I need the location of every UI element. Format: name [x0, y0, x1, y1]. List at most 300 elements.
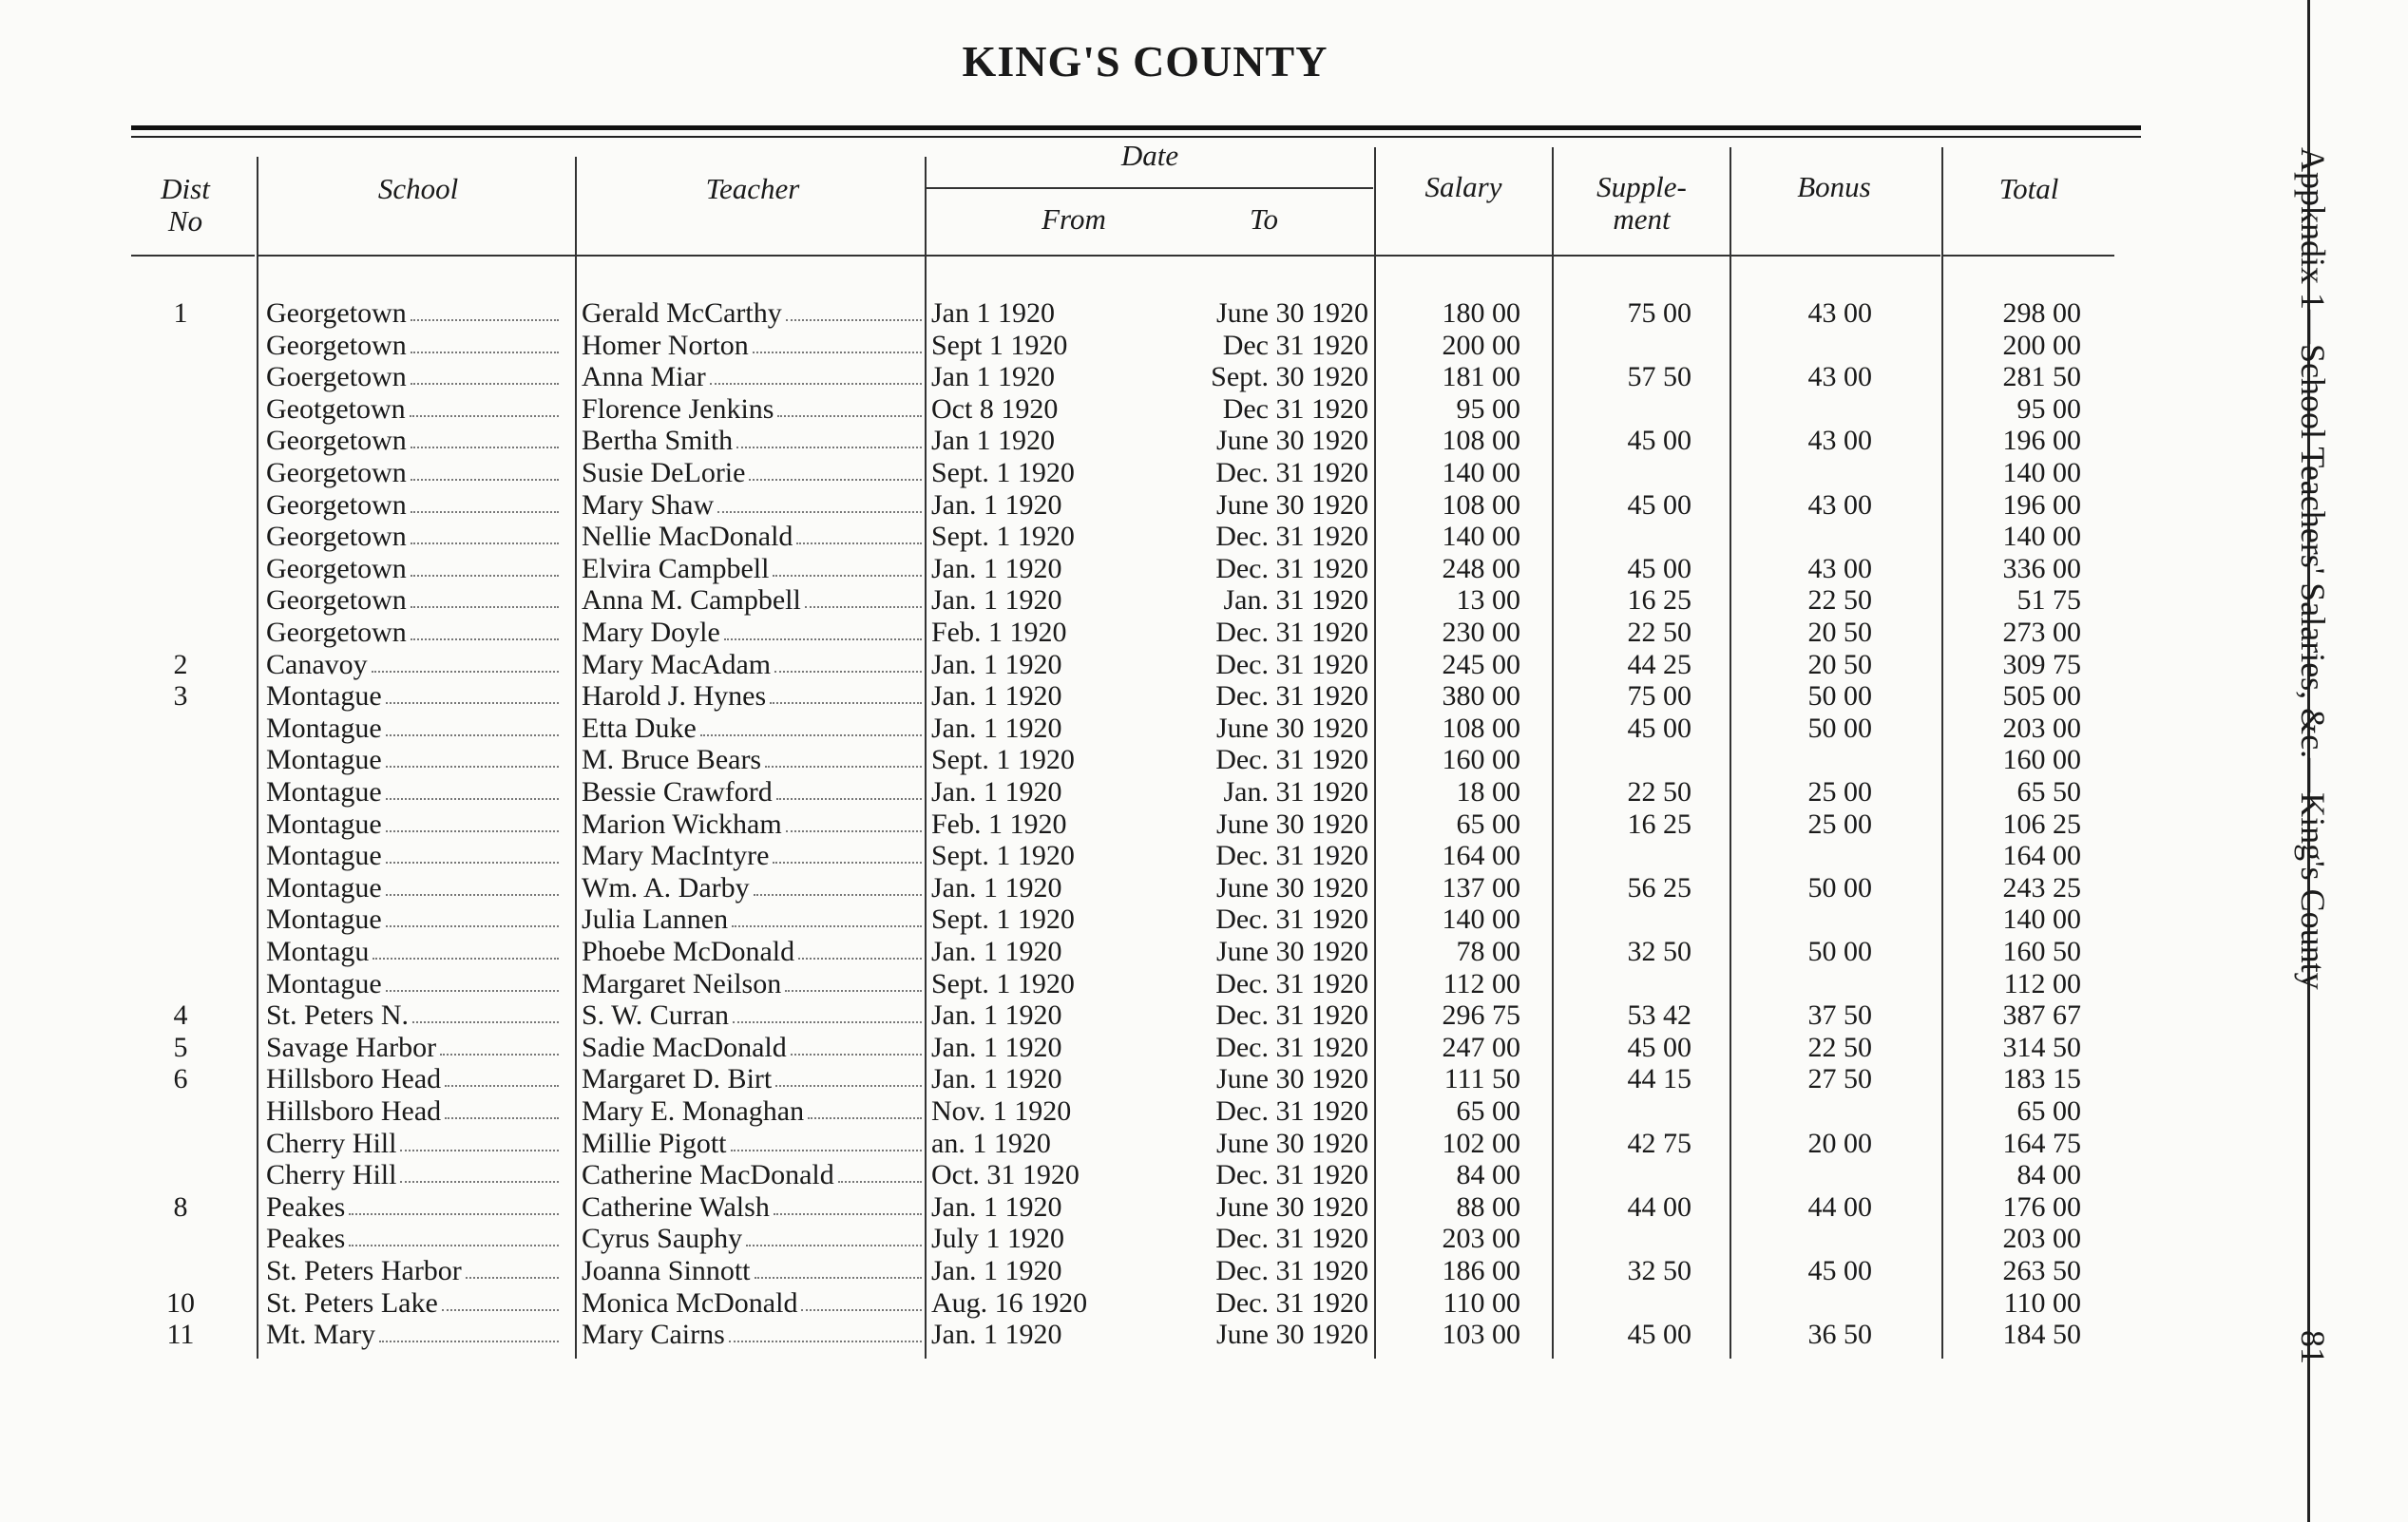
teacher-cell-text: Mary Shaw [582, 488, 715, 521]
total-cell: 160 50 [2002, 936, 2081, 967]
total-cell: 140 00 [2002, 457, 2081, 488]
table-row [0, 936, 2186, 968]
table-row [0, 744, 2186, 776]
school-cell [266, 776, 561, 809]
school-cell [266, 936, 561, 968]
school-cell-text: Georgetown [266, 521, 407, 553]
bonus-cell: 43 00 [1807, 361, 1872, 393]
date-to-cell: June 30 1920 [1216, 1190, 1368, 1223]
salary-cell: 112 00 [1443, 967, 1520, 999]
header-dist [133, 173, 238, 238]
school-cell-text: Montague [266, 904, 382, 936]
school-cell-text: Peakes [266, 1190, 346, 1223]
teacher-cell [582, 1191, 924, 1224]
school-cell [266, 489, 561, 522]
teacher-cell [582, 584, 924, 617]
teacher-cell-text: Anna Miar [582, 361, 706, 393]
dot-leader [411, 457, 559, 481]
dot-leader [700, 713, 922, 736]
header-total: Total [1998, 172, 2059, 205]
date-to-cell: Dec. 31 1920 [1215, 840, 1368, 872]
total-cell: 51 75 [2016, 584, 2081, 617]
date-from-cell: Jan. 1 1920 [931, 584, 1062, 617]
school-cell [266, 713, 561, 745]
total-cell: 196 00 [2002, 488, 2081, 521]
header-supplement [1558, 171, 1725, 236]
teacher-cell [582, 713, 924, 745]
dist-cell: 3 [173, 680, 188, 713]
school-cell-text: Hillsboro Head [266, 1063, 442, 1095]
date-from-cell: Jan. 1 1920 [931, 552, 1062, 584]
date-from-cell: Sept. 1 1920 [931, 904, 1075, 936]
school-cell-text: Montague [266, 871, 382, 904]
bonus-cell: 45 00 [1807, 1255, 1872, 1286]
table-row [0, 489, 2186, 522]
header-school: School [377, 172, 459, 205]
total-cell: 196 00 [2002, 425, 2081, 457]
dot-leader [466, 1255, 559, 1279]
supplement-cell: 44 25 [1627, 648, 1691, 680]
teacher-cell [582, 840, 924, 872]
date-from-cell: Aug. 16 1920 [931, 1286, 1088, 1319]
dist-cell: 6 [173, 1063, 188, 1095]
dot-leader [753, 330, 922, 353]
header-to: To [1250, 202, 1278, 236]
teacher-cell-text: Millie Pigott [582, 1127, 727, 1159]
dot-leader [386, 968, 559, 992]
header-bottom-rule [1943, 255, 2114, 257]
bonus-cell: 43 00 [1807, 488, 1872, 521]
teacher-cell [582, 1128, 924, 1160]
supplement-cell: 44 15 [1627, 1063, 1691, 1095]
total-cell: 112 00 [2003, 967, 2081, 999]
dist-cell: 8 [173, 1190, 188, 1223]
header-rule-thick [131, 125, 2141, 130]
dist-cell: 11 [166, 1319, 195, 1351]
date-to-cell: Jan. 31 1920 [1223, 584, 1368, 617]
dot-leader [776, 776, 922, 800]
dot-leader [386, 744, 559, 768]
teacher-cell-text: S. W. Curran [582, 999, 730, 1032]
dot-leader [386, 776, 559, 800]
teacher-cell-text: Elvira Campbell [582, 552, 770, 584]
total-cell: 505 00 [2002, 680, 2081, 713]
date-from-cell: July 1 1920 [931, 1223, 1065, 1255]
date-to-cell: Dec. 31 1920 [1215, 1286, 1368, 1319]
teacher-cell [582, 1095, 924, 1128]
total-cell: 273 00 [2002, 617, 2081, 648]
dot-leader [729, 1319, 922, 1342]
page-title: KING'S COUNTY [962, 37, 1328, 86]
table-row [0, 584, 2186, 617]
bonus-cell: 36 50 [1807, 1319, 1872, 1351]
school-cell [266, 584, 561, 617]
salary-cell: 18 00 [1456, 776, 1520, 808]
school-cell-text: St. Peters Lake [266, 1286, 438, 1319]
table-row [0, 680, 2186, 713]
dot-leader [808, 1095, 922, 1119]
supplement-cell: 32 50 [1627, 1255, 1691, 1286]
dot-leader [796, 521, 922, 544]
date-subheader-rule [927, 187, 1373, 189]
table-row [0, 713, 2186, 745]
bonus-cell: 44 00 [1807, 1190, 1872, 1223]
teacher-cell [582, 521, 924, 553]
school-cell [266, 1128, 561, 1160]
school-cell [266, 1319, 561, 1351]
date-to-cell: Dec. 31 1920 [1215, 904, 1368, 936]
table-row [0, 1159, 2186, 1191]
teacher-cell [582, 1032, 924, 1064]
school-cell [266, 744, 561, 776]
total-cell: 281 50 [2002, 361, 2081, 393]
total-cell: 164 75 [2002, 1127, 2081, 1159]
salary-cell: 203 00 [1442, 1223, 1520, 1255]
school-cell-text: Hillsboro Head [266, 1095, 442, 1127]
dot-leader [372, 649, 559, 673]
supplement-cell: 75 00 [1627, 680, 1691, 713]
school-cell-text: Georgetown [266, 425, 407, 457]
table-row [0, 1223, 2186, 1255]
dot-leader [400, 1159, 559, 1183]
dot-leader [775, 1063, 922, 1087]
teacher-cell [582, 649, 924, 681]
total-cell: 200 00 [2002, 329, 2081, 361]
total-cell: 164 00 [2002, 840, 2081, 872]
supplement-cell: 53 42 [1627, 999, 1691, 1032]
school-cell-text: St. Peters Harbor [266, 1255, 462, 1286]
dot-leader [770, 680, 922, 704]
table-row [0, 1095, 2186, 1128]
table-row [0, 1032, 2186, 1064]
school-cell [266, 457, 561, 489]
dot-leader [445, 1095, 559, 1119]
school-cell-text: Cherry Hill [266, 1159, 397, 1191]
salary-cell: 110 00 [1443, 1286, 1520, 1319]
school-cell-text: Mt. Mary [266, 1319, 375, 1351]
dot-leader [442, 1287, 559, 1311]
total-cell: 314 50 [2002, 1031, 2081, 1063]
table-row [0, 1319, 2186, 1351]
table-row [0, 425, 2186, 457]
date-to-cell: Dec 31 1920 [1222, 392, 1368, 425]
table-row [0, 617, 2186, 649]
school-cell [266, 553, 561, 585]
side-caption: Appkndix 1—School Teachers' Salaries, &c.—King's County [2294, 147, 2332, 990]
total-cell: 84 00 [2016, 1159, 2081, 1191]
dot-leader [373, 936, 559, 960]
dot-leader [731, 1128, 922, 1151]
bonus-cell: 22 50 [1807, 584, 1872, 617]
teacher-cell-text: Mary Doyle [582, 617, 720, 648]
total-cell: 184 50 [2002, 1319, 2081, 1351]
school-cell-text: Georgetown [266, 584, 407, 617]
supplement-cell: 45 00 [1627, 552, 1691, 584]
teacher-cell-text: Catherine Walsh [582, 1190, 770, 1223]
table-row [0, 330, 2186, 362]
supplement-cell: 32 50 [1627, 936, 1691, 967]
header-dist-line2: No [167, 204, 203, 238]
date-from-cell: Jan. 1 1920 [931, 999, 1062, 1032]
teacher-cell [582, 968, 924, 1000]
date-to-cell: June 30 1920 [1216, 297, 1368, 329]
date-from-cell: Jan. 1 1920 [931, 1063, 1062, 1095]
dot-leader [412, 999, 559, 1023]
school-cell [266, 425, 561, 457]
school-cell-text: Montague [266, 744, 382, 776]
dot-leader [349, 1191, 559, 1215]
dot-leader [732, 904, 922, 927]
school-cell [266, 872, 561, 904]
dot-leader [755, 1255, 923, 1279]
dot-leader [411, 297, 559, 321]
supplement-cell: 45 00 [1627, 712, 1691, 744]
date-to-cell: June 30 1920 [1216, 1063, 1368, 1095]
teacher-cell [582, 999, 924, 1032]
school-cell-text: Peakes [266, 1223, 346, 1255]
total-cell: 106 25 [2002, 808, 2081, 840]
date-from-cell: Sept. 1 1920 [931, 744, 1075, 776]
total-cell: 160 00 [2002, 744, 2081, 776]
teacher-cell [582, 297, 924, 330]
total-cell: 309 75 [2002, 648, 2081, 680]
dot-leader [379, 1319, 559, 1342]
teacher-cell-text: Homer Norton [582, 329, 749, 361]
date-to-cell: Dec. 31 1920 [1215, 457, 1368, 488]
date-to-cell: June 30 1920 [1216, 936, 1368, 967]
bonus-cell: 20 00 [1807, 1127, 1872, 1159]
salary-cell: 65 00 [1456, 1095, 1520, 1127]
dist-cell: 5 [173, 1031, 188, 1063]
table-row [0, 297, 2186, 330]
header-supplement-line2: ment [1613, 202, 1671, 236]
teacher-cell-text: Catherine MacDonald [582, 1159, 834, 1191]
dot-leader [785, 968, 922, 992]
date-to-cell: Dec. 31 1920 [1215, 744, 1368, 776]
header-teacher: Teacher [705, 172, 800, 205]
total-cell: 140 00 [2002, 904, 2081, 936]
date-to-cell: Dec. 31 1920 [1215, 967, 1368, 999]
dot-leader [786, 809, 922, 832]
dot-leader [736, 425, 922, 448]
salary-cell: 140 00 [1442, 521, 1520, 553]
salary-cell: 164 00 [1442, 840, 1520, 872]
total-cell: 140 00 [2002, 521, 2081, 553]
school-cell [266, 1063, 561, 1095]
table-row [0, 521, 2186, 553]
salary-cell: 108 00 [1442, 712, 1520, 744]
date-from-cell: Nov. 1 1920 [931, 1095, 1072, 1127]
teacher-cell-text: Mary E. Monaghan [582, 1095, 805, 1127]
school-cell-text: St. Peters N. [266, 999, 409, 1032]
supplement-cell: 45 00 [1627, 1031, 1691, 1063]
supplement-cell: 42 75 [1627, 1127, 1691, 1159]
teacher-cell-text: Margaret D. Birt [582, 1063, 773, 1095]
date-from-cell: Jan 1 1920 [931, 425, 1055, 457]
date-from-cell: Sept. 1 1920 [931, 521, 1075, 553]
bonus-cell: 50 00 [1807, 680, 1872, 713]
school-cell [266, 361, 561, 393]
school-cell-text: Georgetown [266, 457, 407, 488]
dot-leader [798, 936, 922, 960]
bonus-cell: 43 00 [1807, 297, 1872, 329]
supplement-cell: 75 00 [1627, 297, 1691, 329]
header-rule-thin [131, 136, 2141, 138]
date-to-cell: June 30 1920 [1216, 488, 1368, 521]
school-cell [266, 840, 561, 872]
date-from-cell: Jan. 1 1920 [931, 488, 1062, 521]
header-bottom-rule [131, 255, 255, 257]
teacher-cell-text: Phoebe McDonald [582, 936, 795, 967]
school-cell [266, 330, 561, 362]
supplement-cell: 22 50 [1627, 776, 1691, 808]
bonus-cell: 50 00 [1807, 712, 1872, 744]
salary-cell: 111 50 [1443, 1063, 1520, 1095]
total-cell: 203 00 [2002, 1223, 2081, 1255]
dot-leader [746, 1223, 922, 1246]
teacher-cell [582, 553, 924, 585]
dot-leader [386, 809, 559, 832]
salary-cell: 95 00 [1456, 392, 1520, 425]
teacher-cell-text: Harold J. Hynes [582, 680, 767, 713]
school-cell [266, 1032, 561, 1064]
date-to-cell: June 30 1920 [1216, 871, 1368, 904]
dist-cell: 1 [173, 297, 188, 329]
date-from-cell: Jan. 1 1920 [931, 871, 1062, 904]
school-cell-text: Geotgetown [266, 392, 406, 425]
bonus-cell: 37 50 [1807, 999, 1872, 1032]
teacher-cell-text: Margaret Neilson [582, 967, 782, 999]
table-row [0, 1191, 2186, 1224]
teacher-cell-text: Florence Jenkins [582, 392, 774, 425]
table-row [0, 1063, 2186, 1095]
date-from-cell: Oct 8 1920 [931, 392, 1059, 425]
dot-leader [777, 393, 922, 417]
date-to-cell: Dec. 31 1920 [1215, 1031, 1368, 1063]
teacher-cell-text: Susie DeLorie [582, 457, 746, 488]
date-from-cell: an. 1 1920 [931, 1127, 1051, 1159]
total-cell: 183 15 [2002, 1063, 2081, 1095]
salary-cell: 102 00 [1442, 1127, 1520, 1159]
date-to-cell: Sept. 30 1920 [1211, 361, 1368, 393]
teacher-cell-text: M. Bruce Bears [582, 744, 762, 776]
school-cell-text: Montague [266, 967, 382, 999]
header-date: Date [1120, 139, 1179, 172]
date-to-cell: June 30 1920 [1216, 1127, 1368, 1159]
date-from-cell: Jan. 1 1920 [931, 648, 1062, 680]
date-from-cell: Jan. 1 1920 [931, 1319, 1062, 1351]
date-to-cell: June 30 1920 [1216, 808, 1368, 840]
dot-leader [710, 361, 922, 385]
header-dist-line1: Dist [161, 172, 210, 205]
school-cell [266, 1159, 561, 1191]
teacher-cell [582, 1319, 924, 1351]
salary-cell: 186 00 [1442, 1255, 1520, 1286]
bonus-cell: 20 50 [1807, 617, 1872, 648]
date-to-cell: Dec. 31 1920 [1215, 521, 1368, 553]
bonus-cell: 43 00 [1807, 552, 1872, 584]
supplement-cell: 45 00 [1627, 488, 1691, 521]
date-from-cell: Feb. 1 1920 [931, 808, 1067, 840]
salary-cell: 140 00 [1442, 904, 1520, 936]
school-cell [266, 1287, 561, 1320]
teacher-cell-text: Gerald McCarthy [582, 297, 782, 329]
salary-cell: 296 75 [1442, 999, 1520, 1032]
dot-leader [765, 744, 922, 768]
total-cell: 95 00 [2016, 392, 2081, 425]
total-cell: 65 50 [2016, 776, 2081, 808]
dot-leader [386, 904, 559, 927]
date-to-cell: Dec. 31 1920 [1215, 648, 1368, 680]
dot-leader [774, 649, 922, 673]
teacher-cell-text: Bessie Crawford [582, 776, 773, 808]
date-from-cell: Oct. 31 1920 [931, 1159, 1080, 1191]
supplement-cell: 45 00 [1627, 425, 1691, 457]
date-from-cell: Jan. 1 1920 [931, 1255, 1062, 1286]
date-to-cell: Dec. 31 1920 [1215, 1095, 1368, 1127]
supplement-cell: 16 25 [1627, 808, 1691, 840]
teacher-cell [582, 489, 924, 522]
total-cell: 263 50 [2002, 1255, 2081, 1286]
date-to-cell: June 30 1920 [1216, 712, 1368, 744]
date-from-cell: Sept. 1 1920 [931, 840, 1075, 872]
salary-cell: 247 00 [1442, 1031, 1520, 1063]
teacher-cell [582, 1063, 924, 1095]
dot-leader [411, 330, 559, 353]
school-cell-text: Montague [266, 840, 382, 872]
dot-leader [791, 1032, 922, 1056]
salary-cell: 65 00 [1456, 808, 1520, 840]
date-from-cell: Sept. 1 1920 [931, 457, 1075, 488]
dot-leader [754, 872, 922, 896]
dot-leader [749, 457, 922, 481]
school-cell-text: Cherry Hill [266, 1127, 397, 1159]
bonus-cell: 43 00 [1807, 425, 1872, 457]
dist-cell: 4 [173, 999, 188, 1032]
date-from-cell: Sept. 1 1920 [931, 967, 1075, 999]
header-salary: Salary [1424, 170, 1502, 203]
date-from-cell: Jan 1 1920 [931, 361, 1055, 393]
school-cell [266, 297, 561, 330]
school-cell-text: Montague [266, 680, 382, 713]
school-cell-text: Goergetown [266, 361, 407, 393]
school-cell [266, 968, 561, 1000]
total-cell: 65 00 [2016, 1095, 2081, 1127]
teacher-cell-text: Bertha Smith [582, 425, 734, 457]
date-to-cell: Dec. 31 1920 [1215, 1159, 1368, 1191]
dist-cell: 2 [173, 648, 188, 680]
total-cell: 203 00 [2002, 712, 2081, 744]
dot-leader [801, 1287, 922, 1311]
teacher-cell [582, 361, 924, 393]
school-cell-text: Canavoy [266, 648, 368, 680]
table-row [0, 999, 2186, 1032]
teacher-cell [582, 330, 924, 362]
dot-leader [386, 680, 559, 704]
dot-leader [411, 617, 559, 640]
salary-cell: 78 00 [1456, 936, 1520, 967]
total-cell: 176 00 [2002, 1190, 2081, 1223]
teacher-cell [582, 1287, 924, 1320]
table-row [0, 361, 2186, 393]
teacher-cell-text: Anna M. Campbell [582, 584, 801, 617]
table-row [0, 840, 2186, 872]
dot-leader [774, 1191, 922, 1215]
teacher-cell [582, 744, 924, 776]
school-cell-text: Georgetown [266, 488, 407, 521]
date-to-cell: Dec. 31 1920 [1215, 617, 1368, 648]
page-number: 81 [2294, 1330, 2332, 1364]
